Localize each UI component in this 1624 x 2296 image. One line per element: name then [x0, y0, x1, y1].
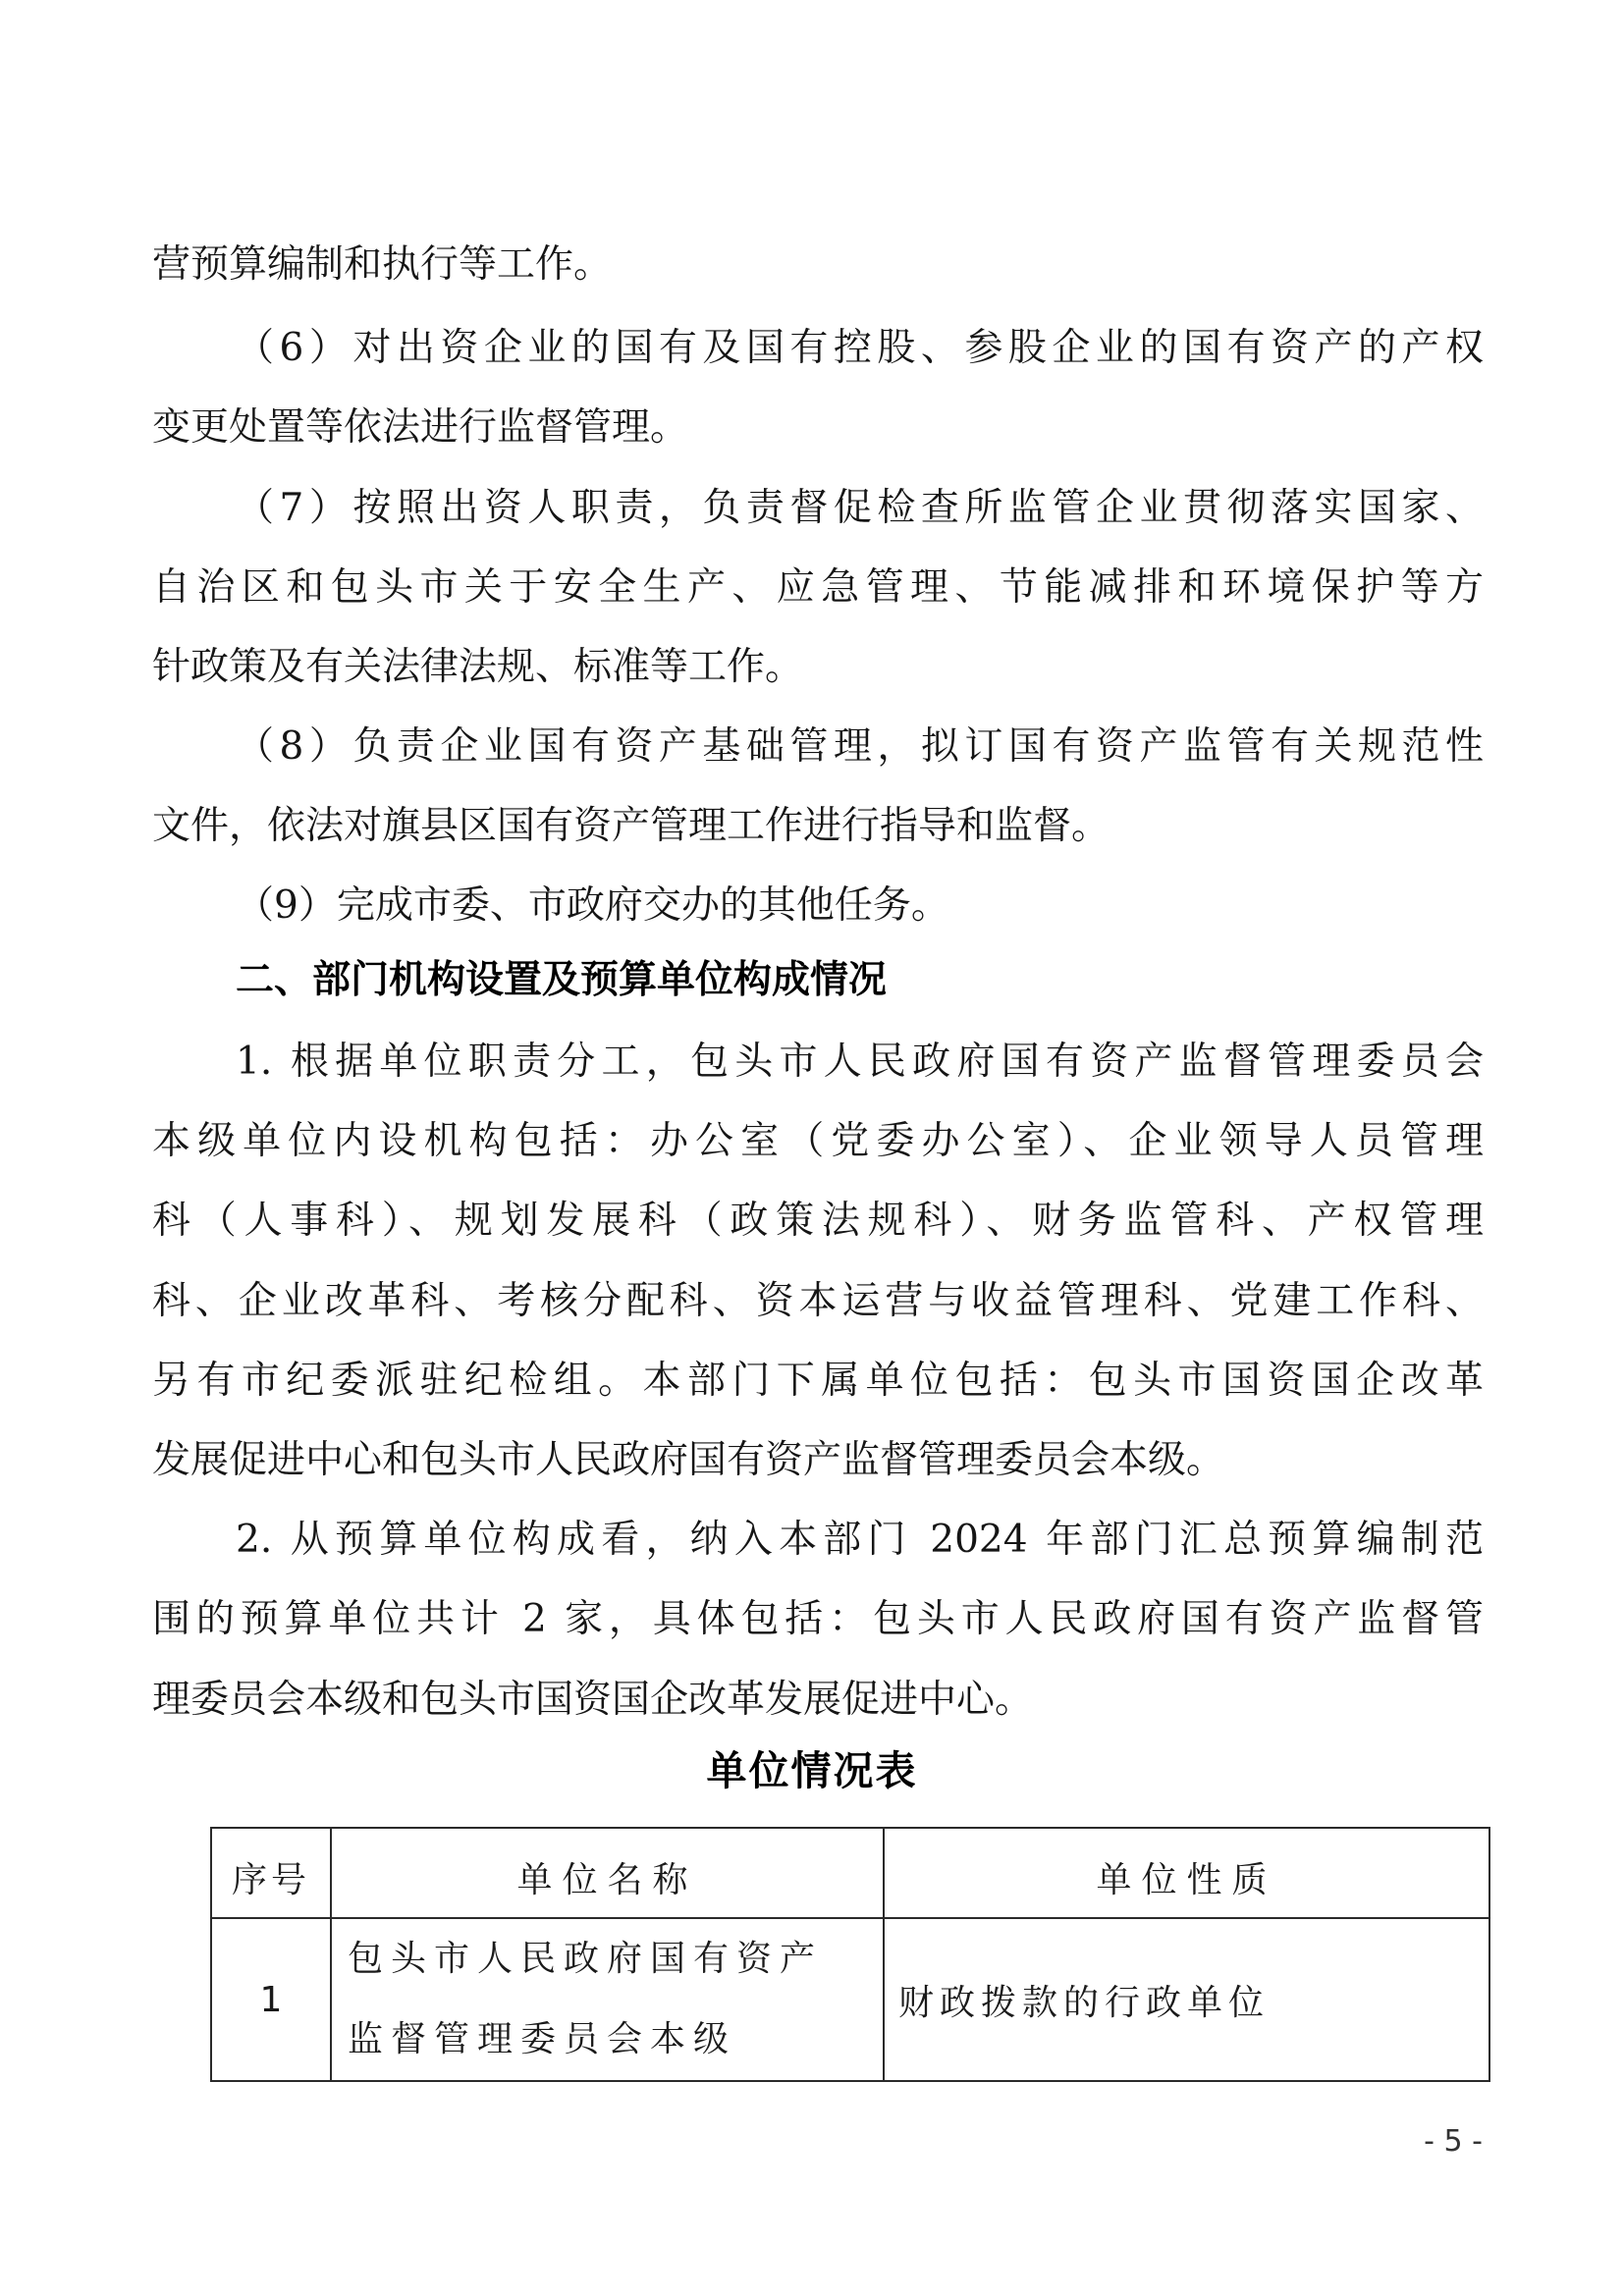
paragraph-line: 1. 根据单位职责分工，包头市人民政府国有资产监督管理委员会: [236, 1040, 1484, 1084]
cell-seq: 1: [211, 1918, 331, 2081]
paragraph-line: 围的预算单位共计 2 家，具体包括：包头市人民政府国有资产监督管: [152, 1597, 1484, 1641]
paragraph-line: 文件，依法对旗县区国有资产管理工作进行指导和监督。: [152, 804, 1110, 848]
paragraph-line: 营预算编制和执行等工作。: [152, 242, 613, 287]
paragraph-line: （9）完成市委、市政府交办的其他任务。: [236, 883, 949, 928]
table-header-row: [211, 1828, 1489, 1918]
header-unit-name: 单位名称: [331, 1828, 884, 1918]
paragraph-line: （6）对出资企业的国有及国有控股、参股企业的国有资产的产权: [236, 326, 1484, 370]
paragraph-line: 发展促进中心和包头市人民政府国有资产监督管理委员会本级。: [152, 1438, 1225, 1482]
paragraph-line: 针政策及有关法律法规、标准等工作。: [152, 645, 804, 689]
cell-unit-name-line: 包头市人民政府国有资产: [348, 1939, 824, 1979]
paragraph-line: 本级单位内设机构包括：办公室（党委办公室）、企业领导人员管理: [152, 1119, 1484, 1163]
unit-table: [210, 1827, 1490, 2082]
table-row: [211, 1918, 1489, 2081]
paragraph-line: 科（人事科）、规划发展科（政策法规科）、财务监管科、产权管理: [152, 1199, 1484, 1243]
paragraph-line: （8）负责企业国有资产基础管理，拟订国有资产监管有关规范性: [236, 724, 1484, 769]
paragraph-line: 理委员会本级和包头市国资国企改革发展促进中心。: [152, 1678, 1034, 1722]
paragraph-line: 另有市纪委派驻纪检组。本部门下属单位包括：包头市国资国企改革: [152, 1359, 1484, 1403]
cell-unit-nature: 财政拨款的行政单位: [884, 1918, 1489, 2081]
paragraph-line: 2. 从预算单位构成看，纳入本部门 2024 年部门汇总预算编制范: [236, 1518, 1484, 1562]
header-seq: 序号: [211, 1828, 331, 1918]
paragraph-line: 科、企业改革科、考核分配科、资本运营与收益管理科、党建工作科、: [152, 1279, 1484, 1323]
cell-unit-name-line: 监督管理委员会本级: [348, 2019, 737, 2059]
paragraph-line: 变更处置等依法进行监督管理。: [152, 405, 689, 450]
cell-unit-name: [331, 1918, 884, 2081]
table-title: 单位情况表: [706, 1747, 918, 1794]
header-unit-nature: 单位性质: [884, 1828, 1489, 1918]
paragraph-line: 自治区和包头市关于安全生产、应急管理、节能减排和环境保护等方: [152, 565, 1484, 610]
section-heading: 二、部门机构设置及预算单位构成情况: [236, 958, 888, 1002]
paragraph-line: （7）按照出资人职责，负责督促检查所监管企业贯彻落实国家、: [236, 486, 1484, 530]
page-number: - 5 -: [1424, 2124, 1483, 2159]
